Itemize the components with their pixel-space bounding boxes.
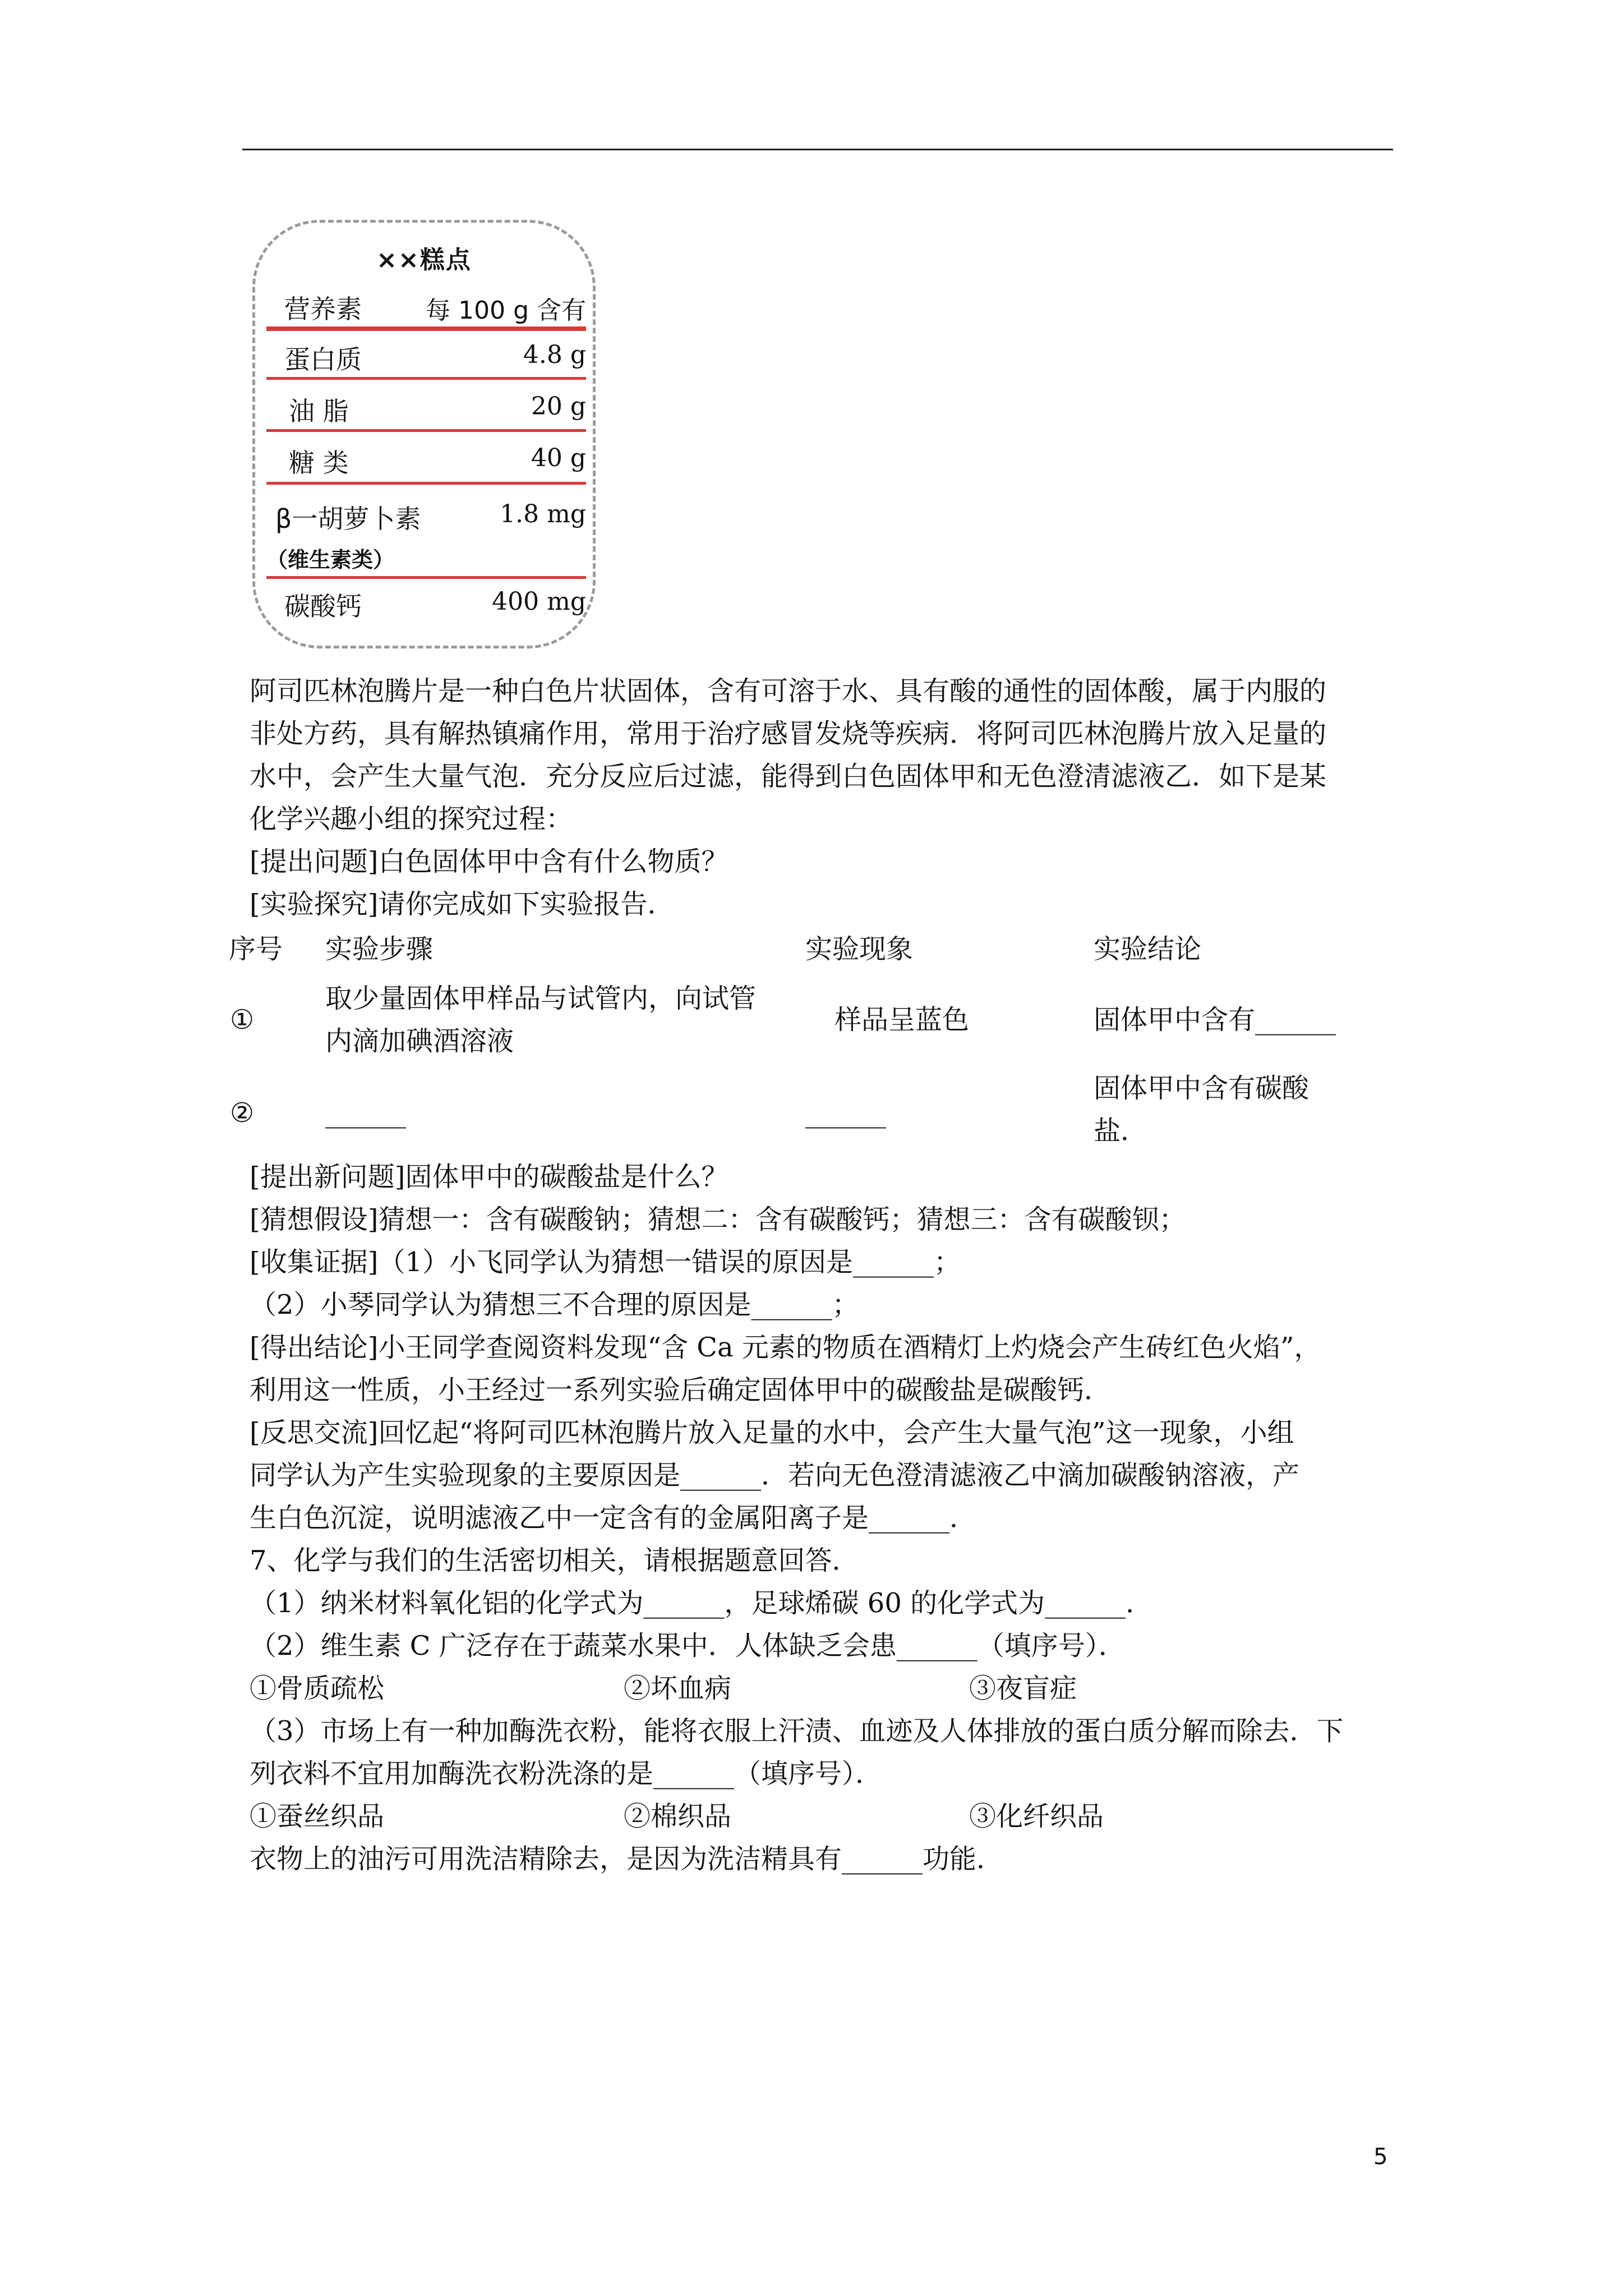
text-line: 7、化学与我们的生活密切相关，请根据题意回答． [250,1545,859,1576]
text-line: [猜想假设]猜想一：含有碳酸钠；猜想二：含有碳酸钙；猜想三：含有碳酸钡； [250,1204,1186,1235]
label-rule [266,326,586,331]
table-header-step: 实验步骤 [325,933,434,965]
table-row2-conclusion: 盐． [1094,1115,1148,1147]
text-line: 列衣料不宜用加酶洗衣粉洗涤的是______（填序号）． [250,1758,883,1789]
label-header-name: 营养素 [284,294,362,324]
option-item: ①蚕丝织品 [250,1801,385,1832]
table-row1-no: ① [230,1004,255,1036]
intro-line: 水中，会产生大量气泡．充分反应后过滤，能得到白色固体甲和无色澄清滤液乙．如下是某 [250,761,1327,792]
label-row [255,438,598,477]
explore-line: [实验探究]请你完成如下实验报告． [250,889,675,920]
table-row1-step: 取少量固体甲样品与试管内，向试管 [325,983,757,1014]
option-item: ①骨质疏松 [250,1673,385,1704]
label-rule [266,377,586,380]
text-line: [收集证据]（1）小飞同学认为猜想一错误的原因是______； [250,1246,961,1278]
text-line: （2）小琴同学认为猜想三不合理的原因是______； [250,1289,859,1320]
label-row-value: 4.8 g [523,341,586,369]
table-header-no: 序号 [229,933,283,965]
text-line: [反思交流]回忆起“将阿司匹林泡腾片放入足量的水中，会产生大量气泡”这一现象，小组 [250,1417,1294,1448]
option-item: ③夜盲症 [969,1673,1077,1704]
intro-line: 化学兴趣小组的探究过程： [250,803,573,835]
label-row-name: β一胡萝卜素 [275,504,421,534]
text-line: 衣物上的油污可用洗洁精除去，是因为洗洁精具有______功能． [250,1843,1004,1875]
table-row1-phenomenon: 样品呈蓝色 [834,1004,970,1036]
nutrition-label [252,220,596,648]
option-item: ②坏血病 [624,1673,732,1704]
table-row2-phenomenon: ______ [805,1097,886,1129]
intro-line: 非处方药，具有解热镇痛作用，常用于治疗感冒发烧等疾病．将阿司匹林泡腾片放入足量的 [250,718,1327,749]
option-item: ③化纤织品 [969,1801,1104,1832]
table-header-conclusion: 实验结论 [1094,933,1202,965]
table-row1-step: 内滴加碘酒溶液 [325,1025,514,1057]
label-row [255,494,598,533]
table-row2-step: ______ [325,1097,406,1129]
text-line: （1）纳米材料氧化铝的化学式为______，足球烯碳 60 的化学式为______． [250,1588,1153,1619]
text-line: 生白色沉淀，说明滤液乙中一定含有的金属阳离子是______． [250,1502,977,1534]
page-number: 5 [1373,2144,1388,2170]
label-row-name: 糖 类 [289,448,349,478]
label-row-name: 油 脂 [289,396,349,426]
intro-line: 阿司匹林泡腾片是一种白色片状固体，含有可溶于水、具有酸的通性的固体酸，属于内服的 [250,675,1327,707]
text-line: （2）维生素 C 广泛存在于蔬菜水果中．人体缺乏会患______（填序号）． [250,1630,1126,1662]
label-row-value: 40 g [531,444,586,472]
label-row [255,386,598,426]
label-header-value: 每 100 g 含有 [426,296,586,325]
table-row1-conclusion: 固体甲中含有______ [1094,1004,1336,1036]
label-row-value: 20 g [531,392,586,421]
text-line: 同学认为产生实验现象的主要原因是______．若向无色澄清滤液乙中滴加碳酸钠溶液，产 [250,1460,1300,1491]
label-row-name: 蛋白质 [284,344,362,375]
table-row2-no: ② [230,1097,255,1129]
label-rule [266,429,586,432]
label-row-value: 400 mg [492,587,586,616]
label-title: ××糕点 [376,246,472,274]
label-note: （维生素类） [266,547,395,572]
option-item: ②棉织品 [624,1801,732,1832]
table-header-phenomenon: 实验现象 [805,933,914,965]
label-rule [266,576,586,579]
label-rule [266,482,586,485]
label-header-row [255,284,598,324]
text-line: 利用这一性质，小王经过一系列实验后确定固体甲中的碳酸盐是碳酸钙． [250,1374,1112,1406]
question-line: [提出问题]白色固体甲中含有什么物质？ [250,846,728,877]
label-row-value: 1.8 mg [500,500,586,528]
text-line: （3）市场上有一种加酶洗衣粉，能将衣服上汗渍、血迹及人体排放的蛋白质分解而除去．下 [250,1715,1344,1747]
table-row2-conclusion: 固体甲中含有碳酸 [1094,1073,1310,1104]
text-line: [得出结论]小王同学查阅资料发现“含 Ca 元素的物质在酒精灯上灼烧会产生砖红色火焰”， [250,1332,1321,1363]
label-row [255,582,598,621]
text-line: [提出新问题]固体甲中的碳酸盐是什么？ [250,1161,728,1193]
label-row-name: 碳酸钙 [284,591,362,622]
label-row [255,335,598,374]
header-rule [242,149,1393,150]
